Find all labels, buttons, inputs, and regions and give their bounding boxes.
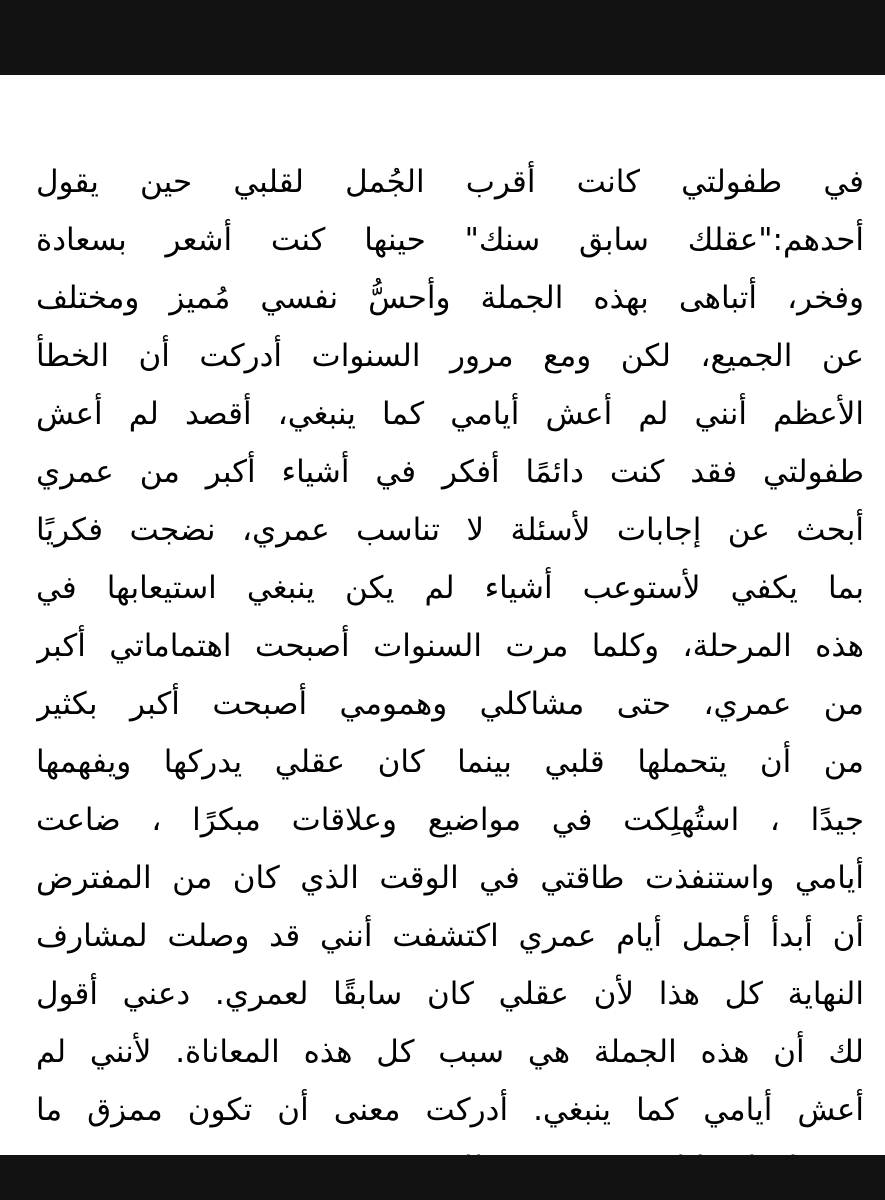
text-line: من أن يتحملها قلبي بينما كان عقلي يدركها ويفهمها	[36, 744, 864, 780]
text-line: وفخر، أتباهى بهذه الجملة وأحسُّ نفسي مُميز ومختلف	[36, 280, 864, 316]
text-line: عن الجميع، لكن ومع مرور السنوات أدركت أن الخطأ	[36, 338, 864, 374]
text-line: أحدهم:"عقلك سابق سنك" حينها كنت أشعر بسعادة	[36, 222, 864, 258]
text-line: هذه المرحلة، وكلما مرت السنوات أصبحت اهتماماتي أكبر	[36, 628, 864, 664]
text-line: أبحث عن إجابات لأسئلة لا تناسب عمري، نضجت فكريًا	[36, 512, 864, 548]
text-line: أعش أيامي كما ينبغي. أدركت معنى أن تكون ممزق ما	[36, 1092, 864, 1128]
text-line: أن أبدأ أجمل أيام عمري اكتشفت أنني قد وصلت لمشارف	[36, 918, 864, 954]
arabic-text-body	[36, 153, 864, 1197]
text-line: من عمري، حتى مشاكلي وهمومي أصبحت أكبر بكثير	[36, 686, 864, 722]
text-line: الأعظم أنني لم أعش أيامي كما ينبغي، أقصد لم أعش	[36, 396, 864, 432]
text-line: أيامي واستنفذت طاقتي في الوقت الذي كان من المفترض	[36, 860, 864, 896]
text-line: جيدًا ، استُهلِكت في مواضيع وعلاقات مبكرًا ، ضاعت	[36, 802, 864, 838]
text-line: النهاية كل هذا لأن عقلي كان سابقًا لعمري. دعني أقول	[36, 976, 864, 1012]
text-page	[0, 75, 885, 1155]
top-black-bar	[0, 0, 885, 75]
text-line: طفولتي فقد كنت دائمًا أفكر في أشياء أكبر من عمري	[36, 454, 864, 490]
bottom-black-bar	[0, 1155, 885, 1200]
text-line: بما يكفي لأستوعب أشياء لم يكن ينبغي استيعابها في	[36, 570, 864, 606]
text-line: لك أن هذه الجملة هي سبب كل هذه المعاناة. لأنني لم	[36, 1034, 864, 1070]
text-line: في طفولتي كانت أقرب الجُمل لقلبي حين يقول	[36, 164, 864, 200]
